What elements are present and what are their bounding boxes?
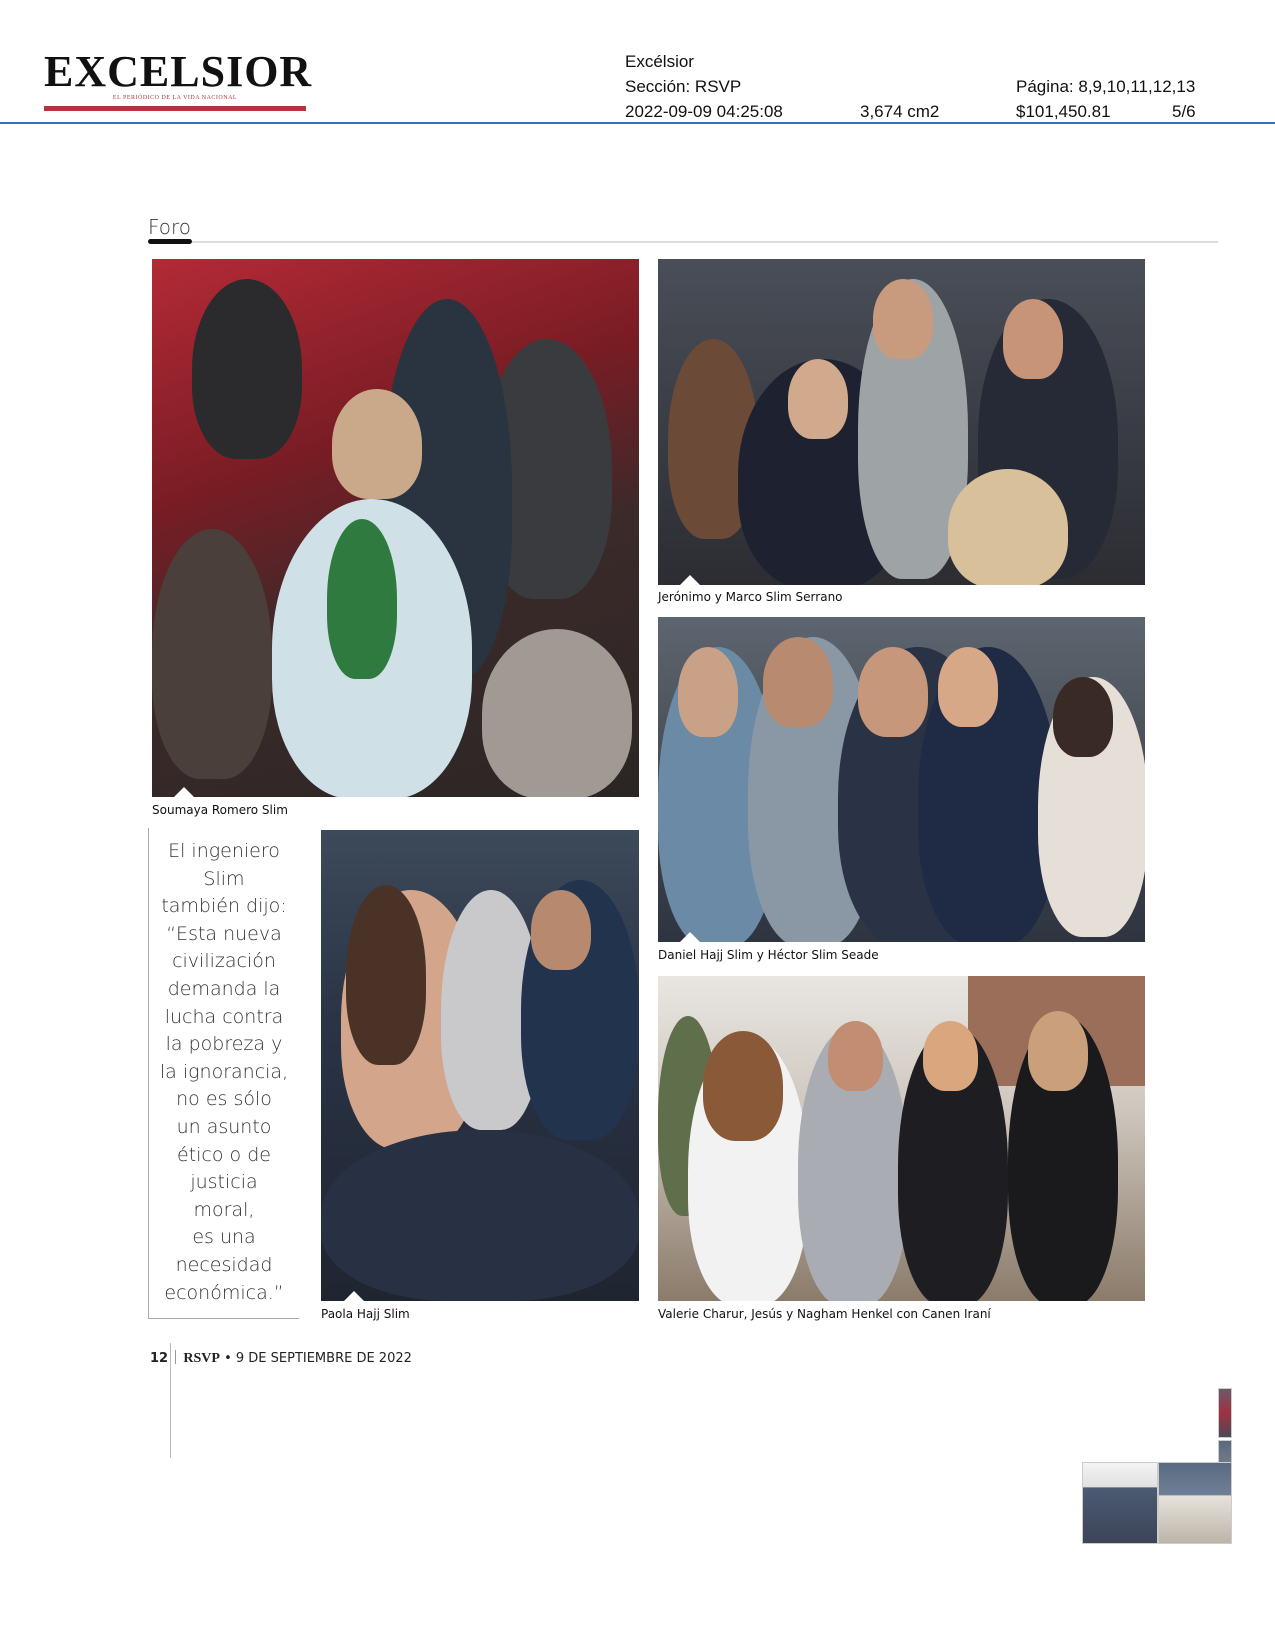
- photo-valerie-charur-henkel: [658, 976, 1145, 1301]
- quote-line: la pobreza y: [165, 1033, 283, 1056]
- magazine-name: RSVP: [183, 1351, 220, 1366]
- quote-line: económica.”: [164, 1281, 284, 1304]
- quote-line: El ingeniero: [168, 840, 280, 862]
- caption-notch: [680, 575, 700, 585]
- photo-daniel-hajj-hector-slim: [658, 617, 1145, 942]
- caption-photo4: Paola Hajj Slim: [321, 1307, 410, 1321]
- quote-line: también dijo:: [161, 895, 287, 918]
- quote-line: civilización: [172, 950, 276, 973]
- quote-line: no es sólo: [176, 1088, 272, 1111]
- section-title: Foro: [148, 215, 192, 239]
- quote-line: la ignorancia,: [159, 1060, 289, 1083]
- logo-wordmark: EXCELSIOR: [44, 47, 313, 96]
- header-rule: [0, 122, 1275, 124]
- caption-photo2: Jerónimo y Marco Slim Serrano: [658, 590, 843, 604]
- ad-value: $101,450.81: [1016, 102, 1111, 121]
- page-footer: [150, 1350, 412, 1367]
- photo-paola-hajj-slim: [321, 830, 639, 1301]
- quote-line: es una: [192, 1226, 256, 1249]
- page-list: Página: 8,9,10,11,12,13: [1016, 77, 1196, 96]
- caption-photo3: Daniel Hajj Slim y Héctor Slim Seade: [658, 948, 879, 962]
- quote-line: lucha contra: [164, 1005, 284, 1028]
- area-measure: 3,674 cm2: [860, 102, 940, 121]
- caption-notch: [174, 787, 194, 797]
- footer-divider: [170, 1343, 171, 1458]
- section-rule: [192, 241, 1218, 243]
- quote-line: necesidad: [175, 1253, 273, 1276]
- pull-quote: [152, 838, 296, 1307]
- section-underline: [148, 239, 192, 244]
- caption-notch: [344, 1291, 364, 1301]
- quote-line: justicia: [190, 1171, 258, 1194]
- page-thumbnail: [1218, 1388, 1232, 1438]
- caption-photo5: Valerie Charur, Jesús y Nagham Henkel con Canen Iraní: [658, 1307, 991, 1321]
- publication-name: Excélsior: [625, 52, 694, 71]
- page-number: 12: [150, 1351, 169, 1366]
- quote-line: demanda la: [167, 977, 281, 1000]
- page-thumbnail: [1158, 1462, 1232, 1544]
- section-name: Sección: RSVP: [625, 77, 742, 96]
- quote-line: Slim: [203, 867, 245, 890]
- photo-soumaya-romero-slim: [152, 259, 639, 797]
- page-thumbnail: [1082, 1462, 1158, 1544]
- caption-photo1: Soumaya Romero Slim: [152, 803, 288, 817]
- quote-line: un asunto: [176, 1115, 272, 1138]
- photo-jeronimo-marco-slim: [658, 259, 1145, 585]
- excelsior-logo: [44, 47, 313, 111]
- caption-notch: [680, 932, 700, 942]
- logo-tagline: EL PERIÓDICO DE LA VIDA NACIONAL: [112, 95, 238, 101]
- timestamp: 2022-09-09 04:25:08: [625, 102, 783, 121]
- page-counter: 5/6: [1172, 102, 1196, 121]
- quote-line: “Esta nueva: [166, 922, 282, 945]
- issue-date: • 9 DE SEPTIEMBRE DE 2022: [224, 1351, 412, 1366]
- logo-bar: [44, 106, 306, 111]
- quote-line: moral,: [193, 1198, 255, 1221]
- quote-line: ético o de: [177, 1143, 271, 1166]
